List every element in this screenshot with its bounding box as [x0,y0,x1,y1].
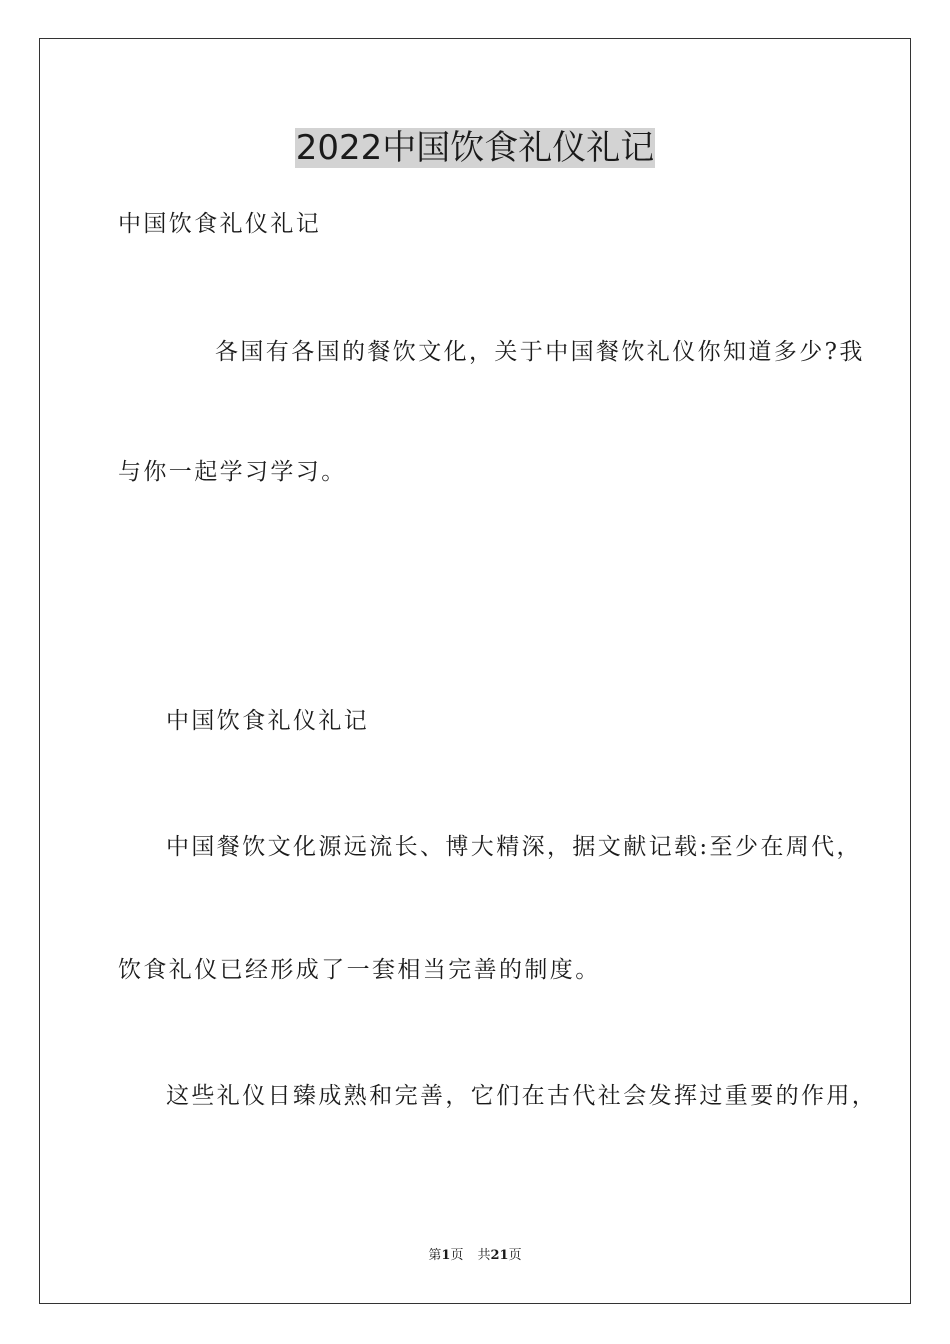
document-title-text: 2022中国饮食礼仪礼记 [295,128,655,168]
current-page-number: 1 [441,1248,451,1263]
page-label-prefix: 第 [428,1248,442,1263]
paragraph-line: 饮食礼仪已经形成了一套相当完善的制度。 [118,957,601,983]
paragraph-line: 中国餐饮文化源远流长、博大精深，据文献记载:至少在周代， [166,834,862,860]
total-pages-number: 21 [490,1248,509,1263]
total-label-suffix: 页 [508,1248,522,1263]
document-title [0,126,950,170]
total-label-prefix: 共 [477,1248,491,1263]
subsection-heading: 中国饮食礼仪礼记 [166,708,370,734]
page-footer [0,1247,950,1265]
paragraph-line: 这些礼仪日臻成熟和完善，它们在古代社会发挥过重要的作用， [166,1083,878,1109]
page-label-suffix: 页 [450,1248,464,1263]
paragraph-line: 与你一起学习学习。 [118,459,347,485]
paragraph-line: 各国有各国的餐饮文化，关于中国餐饮礼仪你知道多少?我 [215,339,865,365]
section-heading: 中国饮食礼仪礼记 [118,211,322,237]
